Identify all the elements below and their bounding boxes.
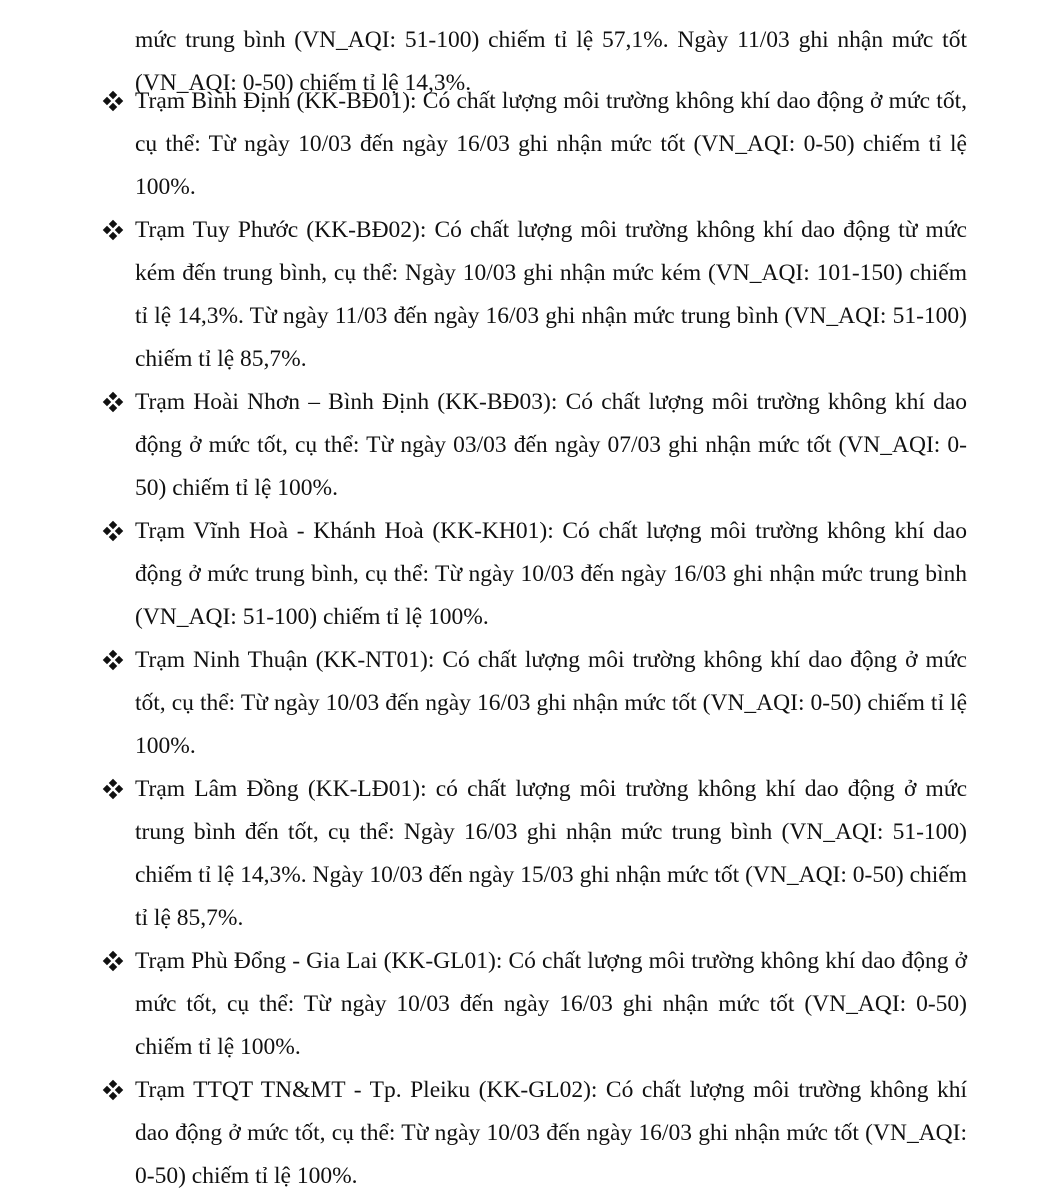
station-text: Trạm Bình Định (KK-BĐ01): Có chất lượng môi trường không khí dao động ở mức tốt, cụ thể: Từ ngày 10/03 đến ngày 16/03 ghi nhận mức tốt (VN_AQI: 0-50) chiếm tỉ lệ 100%. — [135, 88, 967, 200]
list-item — [0, 209, 967, 381]
station-text: Trạm Ninh Thuận (KK-NT01): Có chất lượng môi trường không khí dao động ở mức tốt, cụ thể: Từ ngày 10/03 đến ngày 16/03 ghi nhận mức tốt (VN_AQI: 0-50) chiếm tỉ lệ 100%. — [135, 647, 967, 759]
four-diamond-bullet-icon — [104, 1081, 122, 1099]
list-item — [0, 510, 967, 639]
four-diamond-bullet-icon — [104, 651, 122, 669]
list-item — [0, 639, 967, 768]
station-text: Trạm Vĩnh Hoà - Khánh Hoà (KK-KH01): Có chất lượng môi trường không khí dao động ở mức trung bình, cụ thể: Từ ngày 10/03 đến ngày 16/03 ghi nhận mức trung bình (VN_AQI: 51-100) chiếm tỉ lệ 100%. — [135, 518, 967, 630]
four-diamond-bullet-icon — [104, 393, 122, 411]
four-diamond-bullet-icon — [104, 952, 122, 970]
four-diamond-bullet-icon — [104, 221, 122, 239]
station-text: Trạm TTQT TN&MT - Tp. Pleiku (KK-GL02): Có chất lượng môi trường không khí dao động ở mức tốt, cụ thể: Từ ngày 10/03 đến ngày 16/03 ghi nhận mức tốt (VN_AQI: 0-50) chiếm tỉ lệ 100%. — [135, 1077, 967, 1189]
list-item — [0, 940, 967, 1069]
continuation-paragraph: mức trung bình (VN_AQI: 51-100) chiếm tỉ lệ 57,1%. Ngày 11/03 ghi nhận mức tốt (VN_AQI: 0-50) chiếm tỉ lệ 14,3%. — [135, 26, 967, 96]
station-text: Trạm Phù Đổng - Gia Lai (KK-GL01): Có chất lượng môi trường không khí dao động ở mức tốt, cụ thể: Từ ngày 10/03 đến ngày 16/03 ghi nhận mức tốt (VN_AQI: 0-50) chiếm tỉ lệ 100%. — [135, 948, 967, 1060]
list-item — [0, 381, 967, 510]
station-list — [0, 80, 1039, 1198]
list-item — [0, 1069, 967, 1198]
list-item — [0, 80, 967, 209]
station-text: Trạm Hoài Nhơn – Bình Định (KK-BĐ03): Có chất lượng môi trường không khí dao động ở mức tốt, cụ thể: Từ ngày 03/03 đến ngày 07/03 ghi nhận mức tốt (VN_AQI: 0-50) chiếm tỉ lệ 100%. — [135, 389, 967, 501]
four-diamond-bullet-icon — [104, 92, 122, 110]
four-diamond-bullet-icon — [104, 780, 122, 798]
list-item — [0, 768, 967, 940]
station-text: Trạm Lâm Đồng (KK-LĐ01): có chất lượng môi trường không khí dao động ở mức trung bình đến tốt, cụ thể: Ngày 16/03 ghi nhận mức trung bình (VN_AQI: 51-100) chiếm tỉ lệ 14,3%. Ngày 10/03 đến ngày 15/03 ghi nhận mức tốt (VN_AQI: 0-50) chiếm tỉ lệ 85,7%. — [135, 776, 967, 931]
four-diamond-bullet-icon — [104, 522, 122, 540]
station-text: Trạm Tuy Phước (KK-BĐ02): Có chất lượng môi trường không khí dao động từ mức kém đến trung bình, cụ thể: Ngày 10/03 ghi nhận mức kém (VN_AQI: 101-150) chiếm tỉ lệ 14,3%. Từ ngày 11/03 đến ngày 16/03 ghi nhận mức trung bình (VN_AQI: 51-100) chiếm tỉ lệ 85,7%. — [135, 217, 967, 372]
